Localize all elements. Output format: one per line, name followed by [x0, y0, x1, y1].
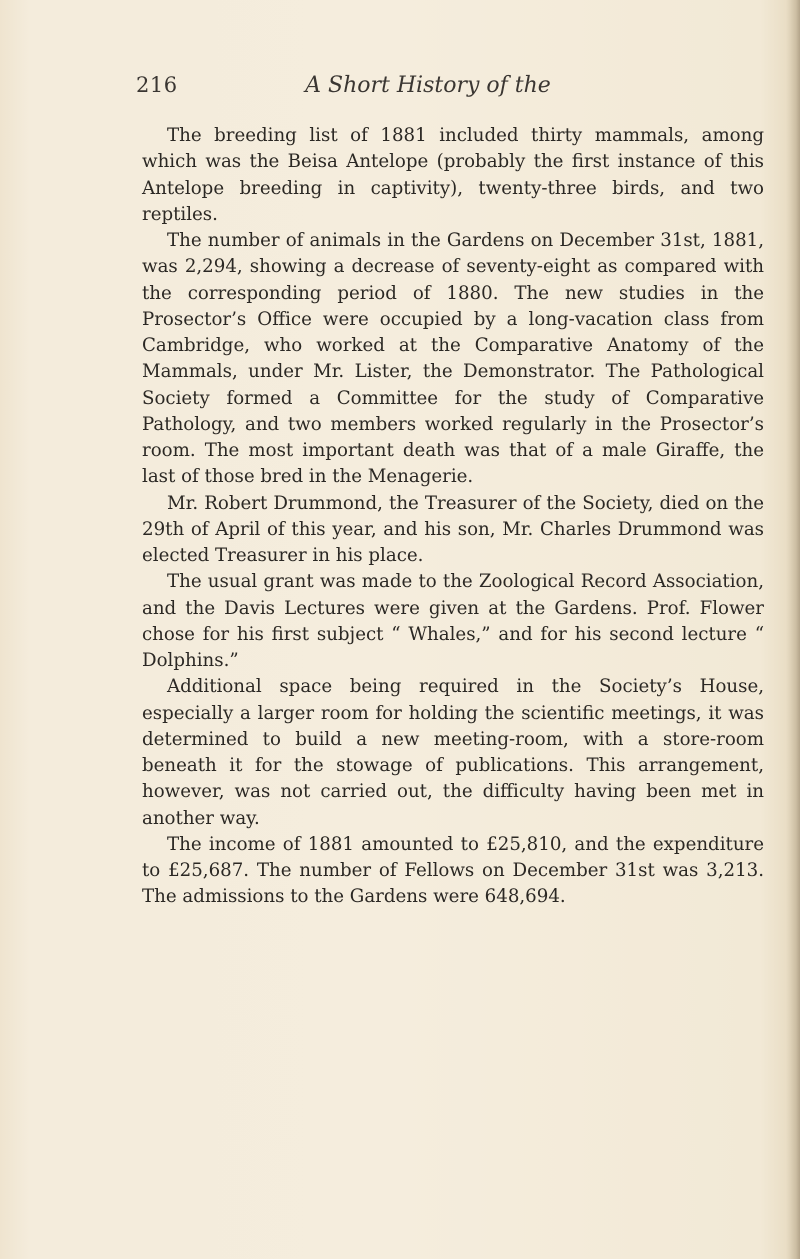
- paragraph-lectures: The usual grant was made to the Zoological Record Association, and the Davis Lectures were given at the Gardens. Prof. Flower chose for his first subject “ Whales,” and for his second lecture “ Dolphins.”: [142, 571, 764, 671]
- paragraph-income: The income of 1881 amounted to £25,810, and the expenditure to £25,687. The number of Fellows on December 31st was 3,213. The admissions to the Gardens were 648,694.: [142, 833, 764, 908]
- running-title: A Short History of the: [305, 73, 551, 98]
- paragraph-treasurer: Mr. Robert Drummond, the Treasurer of the Society, died on the 29th of April of this year, and his son, Mr. Charles Drummond was elected Treasurer in his place.: [142, 492, 764, 566]
- paragraph-animal-count: The number of animals in the Gardens on December 31st, 1881, was 2,294, showing a decrease of seventy-eight as compared with the corresponding period of 1880. The new studies in the Prosector’s Office were occupied by a long-vacation class from Cambridge, who worked at the Comparative Anatomy of the Mammals, under Mr. Lister, the Demonstrator. The Pathological Society formed a Committee for the study of Comparative Pathology, and two members worked regularly in the Prosector’s room. The most important death was that of a male Giraffe, the last of those bred in the Menagerie.: [142, 230, 764, 488]
- body-text: [142, 123, 764, 911]
- paragraph-meeting-room: Additional space being required in the Society’s House, especially a larger room for holding the scientific meetings, it was determined to build a new meeting-room, with a store-room beneath it for the stowage of publications. This arrangement, however, was not carried out, the difficulty having been met in another way.: [142, 676, 764, 829]
- paragraph-breeding-list: The breeding list of 1881 included thirty mammals, among which was the Beisa Antelope (probably the first instance of this Antelope breeding in captivity), twenty-three birds, and two reptiles.: [142, 125, 764, 225]
- page-number: 216: [136, 73, 178, 97]
- page-header: [0, 73, 800, 103]
- page-edge-shadow: [786, 0, 800, 1259]
